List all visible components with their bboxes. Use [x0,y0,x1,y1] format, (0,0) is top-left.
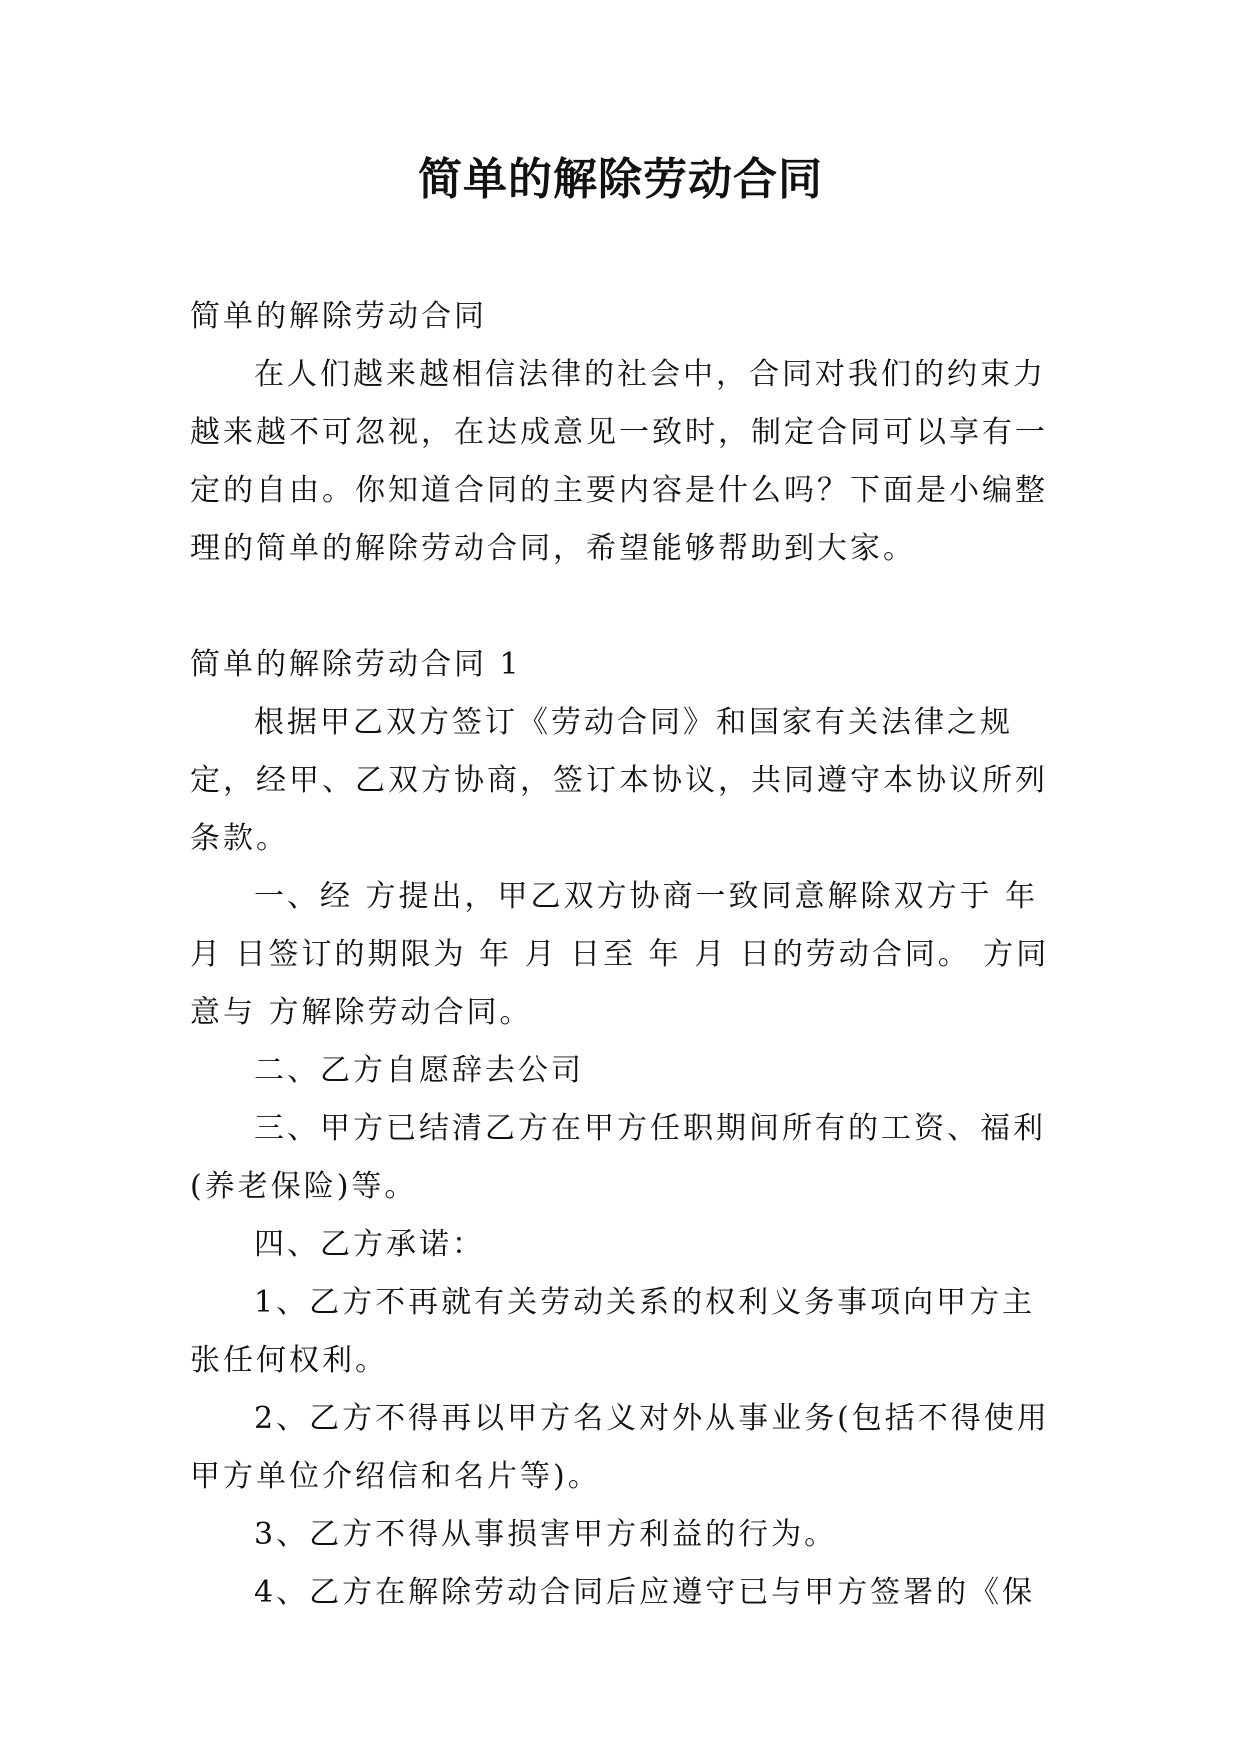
intro-paragraph: 在人们越来越相信法律的社会中，合同对我们的约束力越来越不可忽视，在达成意见一致时，制定合同可以享有一定的自由。你知道合同的主要内容是什么吗？下面是小编整理的简单的解除劳动合同，希望能够帮助到大家。 [190,357,1048,566]
clause-2: 二、乙方自愿辞去公司 [254,1053,584,1088]
clause-4-item-1: 1、乙方不再就有关劳动关系的权利义务事项向甲方主张任何权利。 [190,1285,1036,1378]
contract-preamble: 根据甲乙双方签订《劳动合同》和国家有关法律之规定，经甲、乙双方协商，签订本协议，共同遵守本协议所列条款。 [190,705,1048,856]
document-body [190,288,1060,1622]
clause-1: 一、经 方提出，甲乙双方协商一致同意解除双方于 年月 日签订的期限为 年 月 日至 年 月 日的劳动合同。 方同意与 方解除劳动合同。 [190,879,1050,1030]
clause-4-item-3: 3、乙方不得从事损害甲方利益的行为。 [254,1517,838,1552]
section-heading-intro: 简单的解除劳动合同 [190,299,487,334]
clause-3: 三、甲方已结清乙方在甲方任职期间所有的工资、福利(养老保险)等。 [190,1111,1046,1204]
clause-4: 四、乙方承诺： [254,1227,485,1262]
section-heading-contract-1: 简单的解除劳动合同 1 [190,647,522,682]
paragraph-spacer [190,578,1060,636]
clause-4-item-4: 4、乙方在解除劳动合同后应遵守已与甲方签署的《保 [254,1575,1036,1610]
clause-4-item-2: 2、乙方不得再以甲方名义对外从事业务(包括不得使用甲方单位介绍信和名片等)。 [190,1401,1050,1494]
document-title: 简单的解除劳动合同 [418,154,823,205]
